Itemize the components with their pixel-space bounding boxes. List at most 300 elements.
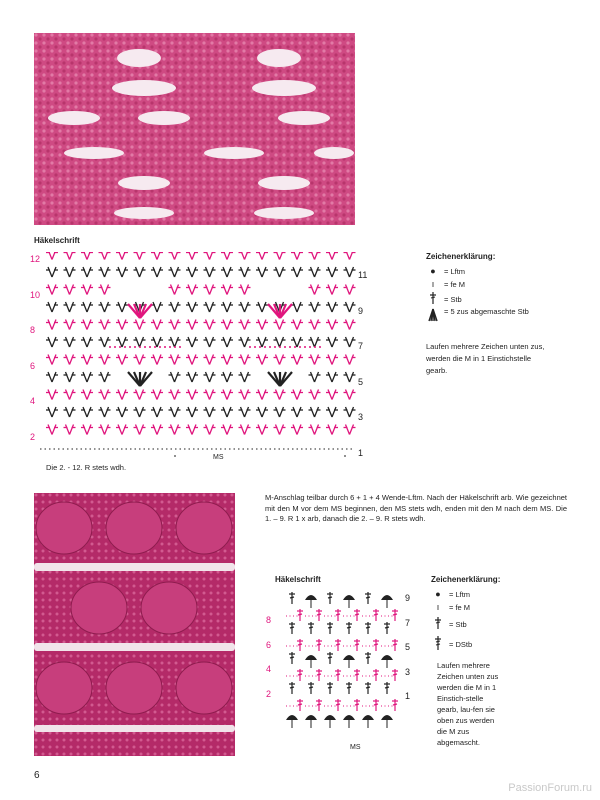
puff-stitch-icon [305, 655, 317, 668]
crochet-chart-1 [40, 252, 370, 457]
row-number: 6 [30, 360, 36, 371]
v-stitch-icon [256, 425, 268, 435]
v-stitch-icon [344, 390, 356, 400]
v-stitch-icon [81, 425, 93, 435]
chain-dot-icon [274, 346, 276, 348]
legend-title-2: Zeichenerklärung: [431, 575, 501, 584]
chain-dot-icon [264, 346, 266, 348]
v-stitch-icon [169, 425, 181, 435]
v-stitch-icon [221, 425, 233, 435]
v-stitch-icon [204, 320, 216, 330]
v-stitch-icon [291, 337, 303, 347]
chain-dot-icon [114, 346, 116, 348]
v-stitch-icon [46, 372, 58, 382]
v-stitch-icon [46, 302, 58, 312]
v-stitch-icon [221, 372, 233, 382]
v-stitch-icon [274, 355, 286, 365]
crochet-texture-top [34, 33, 355, 225]
v-stitch-icon [256, 252, 268, 260]
v-stitch-icon [221, 407, 233, 417]
chain-dot-icon [289, 346, 291, 348]
v-stitch-icon [169, 355, 181, 365]
row-number: 7 [405, 617, 411, 628]
v-stitch-icon [274, 252, 286, 260]
v-stitch-icon [116, 407, 128, 417]
crochet-texture-bottom [34, 493, 235, 756]
v-stitch-icon [169, 390, 181, 400]
v-stitch-icon [151, 407, 163, 417]
v-stitch-icon [81, 372, 93, 382]
v-stitch-icon [169, 285, 181, 295]
chain-dot-icon [254, 346, 256, 348]
dc-cluster-icon [268, 372, 292, 386]
v-stitch-icon [151, 425, 163, 435]
v-stitch-icon [256, 302, 268, 312]
v-stitch-icon [326, 337, 338, 347]
double-crochet-icon [346, 622, 352, 634]
puff-stitch-icon [343, 715, 355, 728]
v-stitch-icon [326, 425, 338, 435]
chain-dot-icon [109, 346, 111, 348]
v-stitch-icon [239, 320, 251, 330]
v-stitch-icon [274, 320, 286, 330]
double-crochet-icon [354, 669, 360, 681]
row-number: 6 [266, 639, 272, 650]
v-stitch-icon [326, 407, 338, 417]
chain-dot-icon [164, 346, 166, 348]
v-stitch-icon [274, 267, 286, 277]
crochet-chart-2 [280, 588, 405, 733]
chain-dot-icon [119, 346, 121, 348]
v-stitch-icon [239, 390, 251, 400]
row-number: 3 [405, 666, 411, 677]
slip-stitch-icon: ı [431, 279, 435, 289]
v-stitch-icon [46, 390, 58, 400]
row-number: 1 [358, 447, 364, 458]
v-stitch-icon [309, 252, 321, 260]
v-stitch-icon [309, 390, 321, 400]
v-stitch-icon [46, 337, 58, 347]
double-crochet-icon [297, 609, 303, 621]
v-stitch-icon [274, 407, 286, 417]
chain-dot-icon [154, 346, 156, 348]
v-stitch-icon [116, 425, 128, 435]
chart-title-2: Häkelschrift [275, 575, 321, 584]
v-stitch-icon [239, 302, 251, 312]
ms-bracket [175, 455, 345, 457]
legend-item-1-dc: = Stb [426, 291, 566, 307]
v-stitch-icon [309, 320, 321, 330]
v-stitch-icon [64, 337, 76, 347]
v-stitch-icon [256, 267, 268, 277]
v-stitch-icon [186, 320, 198, 330]
double-crochet-icon [373, 669, 379, 681]
v-stitch-icon [81, 355, 93, 365]
v-stitch-icon [99, 302, 111, 312]
double-crochet-icon [354, 609, 360, 621]
double-crochet-icon [297, 669, 303, 681]
v-stitch-icon [344, 355, 356, 365]
v-stitch-icon [309, 355, 321, 365]
double-crochet-icon [335, 699, 341, 711]
v-stitch-icon [239, 407, 251, 417]
row-number: 8 [266, 615, 272, 625]
v-stitch-icon [204, 372, 216, 382]
legend-item-2-dc: = Stb [431, 614, 551, 634]
puff-stitch-icon [343, 595, 355, 608]
v-stitch-icon [221, 355, 233, 365]
v-stitch-icon [116, 355, 128, 365]
v-stitch-icon [81, 252, 93, 260]
v-stitch-icon [46, 267, 58, 277]
v-stitch-icon [64, 285, 76, 295]
v-stitch-icon [134, 407, 146, 417]
v-stitch-icon [186, 355, 198, 365]
v-stitch-icon [221, 337, 233, 347]
v-stitch-icon [344, 372, 356, 382]
v-stitch-icon [46, 355, 58, 365]
double-crochet-icon [373, 639, 379, 651]
double-crochet-icon [297, 699, 303, 711]
v-stitch-icon [274, 425, 286, 435]
legend-1 [426, 252, 566, 377]
chain-dot-icon [284, 346, 286, 348]
chain-dot-icon [319, 346, 321, 348]
v-stitch-icon [344, 425, 356, 435]
v-stitch-icon [186, 390, 198, 400]
v-stitch-icon [64, 252, 76, 260]
double-crochet-icon [392, 639, 398, 651]
row-number: 5 [358, 376, 364, 387]
v-stitch-icon [151, 302, 163, 312]
v-stitch-icon [309, 425, 321, 435]
v-stitch-icon [326, 355, 338, 365]
ms-label-2: MS [350, 744, 361, 751]
row-number: 8 [30, 325, 36, 335]
v-stitch-icon [204, 267, 216, 277]
double-crochet-icon [335, 669, 341, 681]
double-crochet-icon [316, 609, 322, 621]
v-stitch-icon [221, 302, 233, 312]
dc-cluster-icon [268, 304, 292, 318]
v-stitch-icon [46, 425, 58, 435]
legend-2 [431, 575, 551, 748]
double-crochet-icon [373, 699, 379, 711]
v-stitch-icon [256, 407, 268, 417]
v-stitch-icon [99, 252, 111, 260]
double-crochet-icon [354, 699, 360, 711]
v-stitch-icon [326, 320, 338, 330]
row-number: 9 [358, 305, 364, 316]
instructions-paragraph: M-Anschlag teilbar durch 6 + 1 + 4 Wende-Lftm. Nach der Häkelschrift arb. Wie gezeichnet mit den M vor dem MS beginnen, den MS stets wdh, enden mit den M nach dem MS. Die 1. – 9. R 1 x arb, danach die 2. – 9. R stets wdh. [265, 493, 567, 523]
puff-stitch-icon [381, 715, 393, 728]
stitch-photo-bottom [34, 493, 235, 756]
double-crochet-icon [308, 682, 314, 694]
chart-title-1: Häkelschrift [34, 236, 80, 245]
v-stitch-icon [239, 267, 251, 277]
puff-stitch-icon [381, 655, 393, 668]
chain-dot-icon [124, 346, 126, 348]
v-stitch-icon [291, 407, 303, 417]
chain-dot-icon [304, 346, 306, 348]
v-stitch-icon [134, 320, 146, 330]
v-stitch-icon [169, 267, 181, 277]
v-stitch-icon [169, 372, 181, 382]
watermark: PassionForum.ru [508, 782, 592, 794]
ms-label-1: MS [213, 454, 224, 461]
v-stitch-icon [116, 390, 128, 400]
v-stitch-icon [64, 302, 76, 312]
v-stitch-icon [186, 302, 198, 312]
double-crochet-icon [289, 682, 295, 694]
chain-dot-icon [149, 346, 151, 348]
chain-dot-icon [129, 346, 131, 348]
v-stitch-icon [309, 267, 321, 277]
chain-dot-icon [134, 346, 136, 348]
v-stitch-icon [239, 372, 251, 382]
v-stitch-icon [46, 407, 58, 417]
double-crochet-icon [365, 652, 371, 664]
row-number: 2 [266, 688, 272, 699]
v-stitch-icon [291, 252, 303, 260]
v-stitch-icon [344, 267, 356, 277]
v-stitch-icon [221, 267, 233, 277]
v-stitch-icon [256, 390, 268, 400]
row-number: 12 [30, 254, 41, 264]
v-stitch-icon [204, 425, 216, 435]
double-crochet-icon [335, 609, 341, 621]
double-crochet-icon [316, 639, 322, 651]
legend-item-1-slip: ı = fe M [426, 278, 566, 291]
legend-item-1-cluster: = 5 zus abgemaschte Stb [426, 307, 566, 331]
double-crochet-icon [392, 609, 398, 621]
double-crochet-icon [289, 652, 295, 664]
v-stitch-icon [99, 285, 111, 295]
v-stitch-icon [186, 252, 198, 260]
v-stitch-icon [64, 320, 76, 330]
v-stitch-icon [204, 337, 216, 347]
chain-dot-icon [309, 346, 311, 348]
double-crochet-icon [365, 592, 371, 604]
v-stitch-icon [186, 267, 198, 277]
legend-item-2-tr: = DStb [431, 634, 551, 654]
treble-crochet-icon [431, 636, 445, 652]
repeat-note: Die 2. - 12. R stets wdh. [46, 463, 127, 472]
v-stitch-icon [169, 337, 181, 347]
v-stitch-icon [116, 252, 128, 260]
row-number: 4 [266, 664, 272, 674]
chain-dot-icon [169, 346, 171, 348]
v-stitch-icon [134, 267, 146, 277]
v-stitch-icon [239, 425, 251, 435]
chain-dot-icon [294, 346, 296, 348]
v-stitch-icon [81, 285, 93, 295]
chain-dot-icon [144, 346, 146, 348]
puff-stitch-icon [343, 655, 355, 668]
dot-chain-icon: ● [435, 589, 441, 599]
v-stitch-icon [151, 252, 163, 260]
double-crochet-icon [346, 682, 352, 694]
v-stitch-icon [81, 302, 93, 312]
v-stitch-icon [204, 407, 216, 417]
v-stitch-icon [99, 407, 111, 417]
v-stitch-icon [291, 320, 303, 330]
v-stitch-icon [274, 390, 286, 400]
double-crochet-icon [431, 617, 445, 631]
v-stitch-icon [291, 267, 303, 277]
v-stitch-icon [116, 267, 128, 277]
v-stitch-icon [169, 407, 181, 417]
v-stitch-icon [344, 302, 356, 312]
v-stitch-icon [291, 390, 303, 400]
chain-dot-icon [249, 346, 251, 348]
v-stitch-icon [116, 320, 128, 330]
v-stitch-icon [344, 407, 356, 417]
dot-chain-icon: ● [430, 266, 436, 276]
v-stitch-icon [134, 337, 146, 347]
legend-note-1: Laufen mehrere Zeichen unten zus, werden die M in 1 Einstichstelle gearb. [426, 342, 545, 375]
v-stitch-icon [291, 355, 303, 365]
v-stitch-icon [151, 337, 163, 347]
v-stitch-icon [151, 320, 163, 330]
double-crochet-icon [289, 592, 295, 604]
double-crochet-icon [426, 292, 440, 306]
chain-dot-icon [174, 346, 176, 348]
row-number: 11 [358, 270, 368, 280]
v-stitch-icon [344, 252, 356, 260]
v-stitch-icon [309, 285, 321, 295]
v-stitch-icon [256, 320, 268, 330]
v-stitch-icon [134, 390, 146, 400]
v-stitch-icon [64, 372, 76, 382]
v-stitch-icon [151, 355, 163, 365]
double-crochet-icon [384, 622, 390, 634]
v-stitch-icon [64, 407, 76, 417]
v-stitch-icon [186, 407, 198, 417]
v-stitch-icon [256, 337, 268, 347]
chain-dot-icon [279, 346, 281, 348]
double-crochet-icon [373, 609, 379, 621]
v-stitch-icon [326, 285, 338, 295]
legend-item-2-chain: ● = Lftm [431, 588, 551, 601]
v-stitch-icon [46, 252, 58, 260]
v-stitch-icon [46, 320, 58, 330]
v-stitch-icon [186, 425, 198, 435]
double-crochet-icon [335, 639, 341, 651]
v-stitch-icon [116, 302, 128, 312]
chain-dot-icon [259, 346, 261, 348]
double-crochet-icon [308, 622, 314, 634]
double-crochet-icon [354, 639, 360, 651]
slip-stitch-icon: ı [436, 602, 440, 612]
row-number: 1 [405, 691, 411, 701]
v-stitch-icon [309, 407, 321, 417]
double-crochet-icon [392, 669, 398, 681]
v-stitch-icon [64, 425, 76, 435]
v-stitch-icon [239, 285, 251, 295]
v-stitch-icon [291, 302, 303, 312]
chain-dot-icon [179, 346, 181, 348]
double-crochet-icon [384, 682, 390, 694]
puff-stitch-icon [324, 715, 336, 728]
row-number: 4 [30, 396, 36, 406]
v-stitch-icon [151, 267, 163, 277]
legend-title-1: Zeichenerklärung: [426, 252, 496, 261]
puff-stitch-icon [362, 715, 374, 728]
v-stitch-icon [81, 390, 93, 400]
v-stitch-icon [186, 372, 198, 382]
v-stitch-icon [64, 390, 76, 400]
legend-note-2: Laufen mehrere Zeichen unten zus werden die M in 1 Einstich-stelle gearb, lau-fen sie oben zus werden die M zus abgemascht. [437, 661, 499, 747]
double-crochet-icon [327, 622, 333, 634]
double-crochet-icon [365, 622, 371, 634]
double-crochet-icon [289, 622, 295, 634]
row-number: 2 [30, 431, 36, 442]
v-stitch-icon [204, 390, 216, 400]
v-stitch-icon [64, 267, 76, 277]
v-stitch-icon [169, 252, 181, 260]
v-stitch-icon [239, 337, 251, 347]
v-stitch-icon [204, 302, 216, 312]
double-crochet-icon [365, 682, 371, 694]
double-crochet-icon [327, 592, 333, 604]
v-stitch-icon [344, 337, 356, 347]
double-crochet-icon [327, 652, 333, 664]
legend-item-2-slip: ı = fe M [431, 601, 551, 614]
v-stitch-icon [326, 390, 338, 400]
double-crochet-icon [297, 639, 303, 651]
v-stitch-icon [134, 425, 146, 435]
row-number: 5 [405, 642, 411, 652]
v-stitch-icon [46, 285, 58, 295]
chain-dot-icon [314, 346, 316, 348]
v-stitch-icon [326, 372, 338, 382]
v-stitch-icon [274, 337, 286, 347]
v-stitch-icon [99, 267, 111, 277]
v-stitch-icon [64, 355, 76, 365]
row-number: 10 [30, 289, 41, 300]
v-stitch-icon [186, 285, 198, 295]
v-stitch-icon [221, 390, 233, 400]
double-crochet-icon [327, 682, 333, 694]
v-stitch-icon [239, 252, 251, 260]
puff-stitch-icon [305, 595, 317, 608]
puff-stitch-icon [381, 595, 393, 608]
v-stitch-icon [81, 267, 93, 277]
chain-dot-icon [159, 346, 161, 348]
dc-cluster-icon [128, 304, 152, 318]
v-stitch-icon [204, 285, 216, 295]
v-stitch-icon [239, 355, 251, 365]
v-stitch-icon [309, 302, 321, 312]
double-crochet-icon [392, 699, 398, 711]
v-stitch-icon [81, 337, 93, 347]
v-stitch-icon [221, 252, 233, 260]
v-stitch-icon [291, 425, 303, 435]
v-stitch-icon [204, 355, 216, 365]
double-crochet-icon [316, 669, 322, 681]
stitch-photo-top [34, 33, 355, 225]
page-number: 6 [34, 770, 40, 781]
v-stitch-icon [134, 355, 146, 365]
row-number: 9 [405, 593, 411, 603]
v-stitch-icon [99, 337, 111, 347]
row-number: 3 [358, 412, 364, 422]
v-stitch-icon [81, 320, 93, 330]
v-stitch-icon [309, 372, 321, 382]
chain-dot-icon [269, 346, 271, 348]
v-stitch-icon [99, 320, 111, 330]
